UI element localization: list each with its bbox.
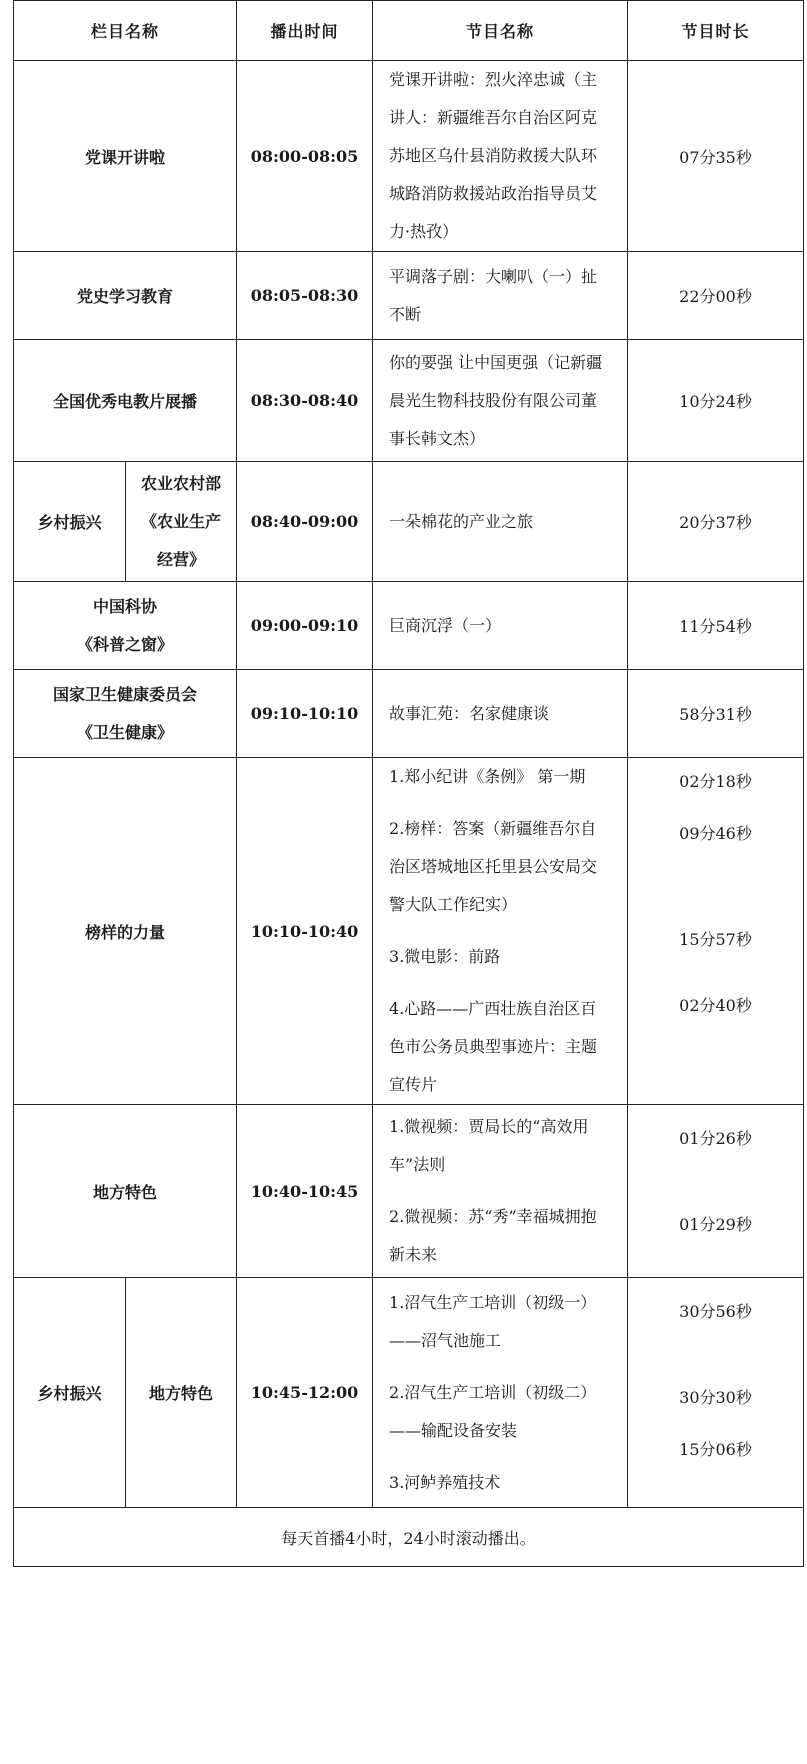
column-name (14, 582, 237, 670)
duration: 01分29秒 (679, 1215, 752, 1234)
schedule-table (13, 0, 804, 1567)
air-time: 10:10-10:40 (237, 758, 373, 1105)
duration: 07分35秒 (628, 61, 804, 252)
program-name: 故事汇苑：名家健康谈 (373, 670, 628, 758)
table-row (14, 1105, 804, 1278)
duration: 11分54秒 (628, 582, 804, 670)
air-time: 09:00-09:10 (237, 582, 373, 670)
sub-column-line: 农业农村部 (141, 473, 222, 493)
duration: 20分37秒 (628, 462, 804, 582)
duration-list (628, 758, 804, 1105)
program-list (373, 758, 628, 1105)
sub-column-line: 《农业生产 (141, 511, 222, 531)
program-name: 平调落子剧：大喇叭（一）扯不断 (373, 252, 628, 340)
air-time: 08:30-08:40 (237, 340, 373, 462)
column-name (14, 670, 237, 758)
program-item: 2.沼气生产工培训（初级二）——输配设备安装 (389, 1382, 597, 1440)
duration: 10分24秒 (628, 340, 804, 462)
program-name: 一朵棉花的产业之旅 (373, 462, 628, 582)
program-item: 1.郑小纪讲《条例》 第一期 (389, 767, 586, 786)
duration: 58分31秒 (628, 670, 804, 758)
table-row (14, 582, 804, 670)
program-name: 党课开讲啦：烈火淬忠诚（主讲人：新疆维吾尔自治区阿克苏地区乌什县消防救援大队环城路消防救援站政治指导员艾力·热孜） (373, 61, 628, 252)
duration: 30分30秒 (679, 1388, 752, 1407)
sub-column-line: 经营》 (157, 549, 206, 569)
column-name: 党史学习教育 (14, 252, 237, 340)
table-row (14, 1278, 804, 1508)
program-item: 3.河鲈养殖技术 (389, 1472, 501, 1492)
duration-list (628, 1278, 804, 1508)
sub-column-name: 地方特色 (126, 1278, 237, 1508)
header-column-name: 栏目名称 (14, 1, 237, 61)
duration: 15分06秒 (679, 1440, 752, 1459)
table-row (14, 252, 804, 340)
column-name: 榜样的力量 (14, 758, 237, 1105)
air-time: 08:40-09:00 (237, 462, 373, 582)
column-name-line: 《卫生健康》 (77, 722, 174, 742)
duration: 22分00秒 (628, 252, 804, 340)
column-name: 乡村振兴 (14, 462, 126, 582)
duration: 01分26秒 (679, 1129, 752, 1148)
program-item: 2.榜样：答案（新疆维吾尔自治区塔城地区托里县公安局交警大队工作纪实） (389, 819, 598, 914)
header-duration: 节目时长 (628, 1, 804, 61)
air-time: 08:00-08:05 (237, 61, 373, 252)
sub-column-name (126, 462, 237, 582)
air-time: 10:45-12:00 (237, 1278, 373, 1508)
duration-list (628, 1105, 804, 1278)
column-name: 党课开讲啦 (14, 61, 237, 252)
footer-row (14, 1508, 804, 1567)
column-name: 全国优秀电教片展播 (14, 340, 237, 462)
header-program-name: 节目名称 (373, 1, 628, 61)
column-name: 乡村振兴 (14, 1278, 126, 1508)
duration: 02分40秒 (679, 996, 752, 1015)
duration: 30分56秒 (679, 1302, 752, 1321)
program-item: 1.微视频：贾局长的“高效用车”法则 (389, 1117, 589, 1174)
column-name-line: 国家卫生健康委员会 (53, 684, 198, 704)
program-name: 巨商沉浮（一） (373, 582, 628, 670)
header-row (14, 1, 804, 61)
duration: 02分18秒 (679, 772, 752, 791)
table-row (14, 758, 804, 1105)
column-name-line: 中国科协 (93, 596, 158, 616)
footer-note: 每天首播4小时，24小时滚动播出。 (14, 1508, 804, 1567)
program-item: 3.微电影：前路 (389, 947, 501, 966)
program-list (373, 1105, 628, 1278)
column-name-line: 《科普之窗》 (77, 634, 174, 654)
program-item: 4.心路——广西壮族自治区百色市公务员典型事迹片：主题宣传片 (389, 999, 598, 1094)
table-row (14, 340, 804, 462)
program-item: 1.沼气生产工培训（初级一）——沼气池施工 (389, 1292, 597, 1350)
header-air-time: 播出时间 (237, 1, 373, 61)
duration: 15分57秒 (679, 930, 752, 949)
program-item: 2.微视频：苏“秀”幸福城拥抱新未来 (389, 1207, 597, 1264)
column-name: 地方特色 (14, 1105, 237, 1278)
table-row (14, 462, 804, 582)
table-row (14, 61, 804, 252)
air-time: 09:10-10:10 (237, 670, 373, 758)
duration: 09分46秒 (679, 824, 752, 843)
program-list (373, 1278, 628, 1508)
air-time: 10:40-10:45 (237, 1105, 373, 1278)
program-name: 你的要强 让中国更强（记新疆晨光生物科技股份有限公司董事长韩文杰） (373, 340, 628, 462)
air-time: 08:05-08:30 (237, 252, 373, 340)
table-row (14, 670, 804, 758)
